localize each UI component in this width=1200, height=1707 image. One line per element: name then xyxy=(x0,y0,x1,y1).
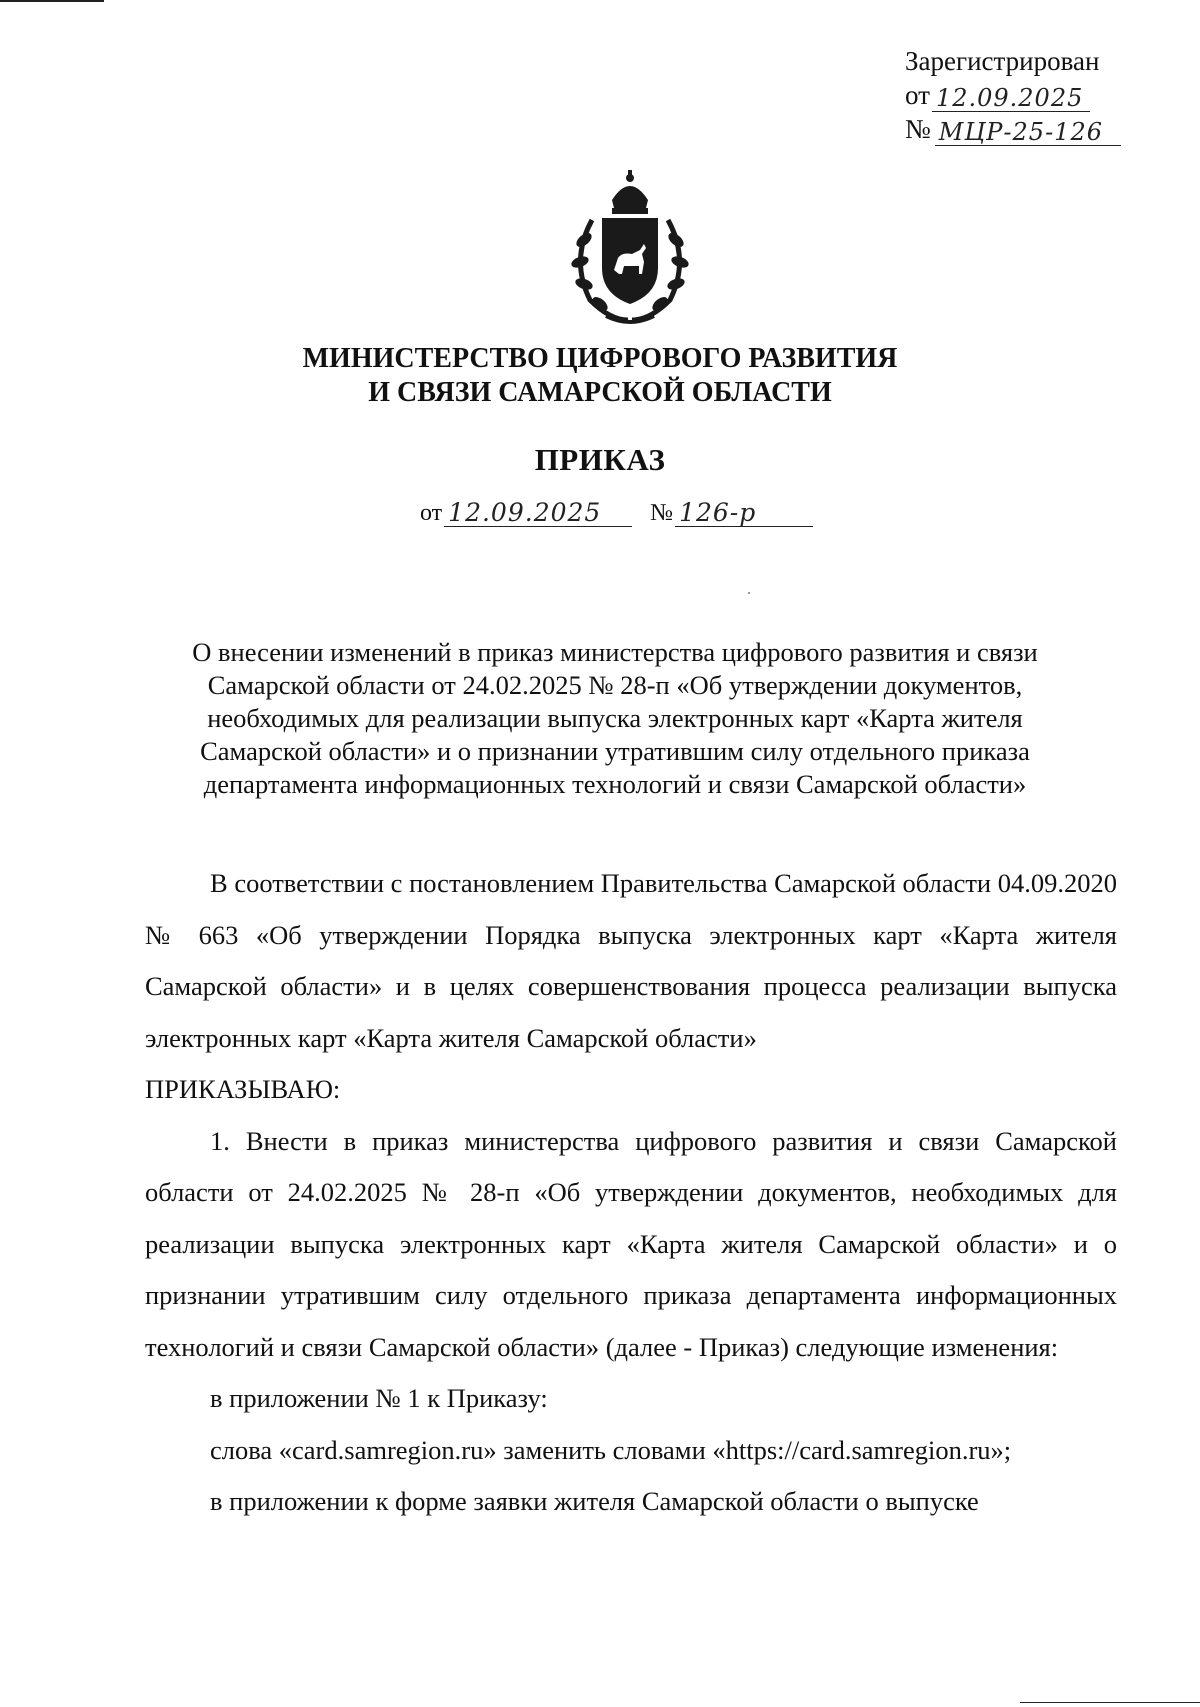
order-directive-word: ПРИКАЗЫВАЮ: xyxy=(145,1074,341,1104)
order-subject-heading: О внесении изменений в приказ министерства цифрового развития и связи Самарской области от 24.02.2025 № 28-п «Об утверждении документов, необходимых для реализации выпуска электронных карт «Карта жителя Самарской области» и о признании утратившим силу отдельного приказа департамента информационных технологий и связи Самарской области» xyxy=(192,637,1038,799)
ministry-name xyxy=(0,342,1200,410)
appendix-1-line: в приложении № 1 к Приказу: xyxy=(210,1383,548,1413)
registration-stamp xyxy=(905,44,1165,146)
crown-icon xyxy=(612,170,648,214)
ministry-name-line2: И СВЯЗИ САМАРСКОЙ ОБЛАСТИ xyxy=(368,377,832,408)
scan-edge-bottom-right xyxy=(1020,1702,1200,1703)
item-1-paragraph: 1. Внести в приказ министерства цифрового развития и связи Самарской области от 24.02.2025 № 28-п «Об утверждении документов, необходимых для реализации выпуска электронных карт «Карта жителя Самарской области» и о признании утратившим силу отдельного приказа департамента информационных технологий и связи Самарской области» (далее - Приказ) следующие изменения: xyxy=(145,1125,1117,1362)
scan-edge-top-left xyxy=(0,0,104,2)
ministry-name-line1: МИНИСТЕРСТВО ЦИФРОВОГО РАЗВИТИЯ xyxy=(302,343,898,374)
registration-date-line xyxy=(905,78,1165,112)
registration-number-line xyxy=(905,112,1165,146)
order-body-text xyxy=(145,858,1117,1528)
order-date-handwritten: 12.09.2025 xyxy=(444,500,632,527)
order-number-prefix: № xyxy=(650,500,674,526)
order-date-number-line xyxy=(420,500,840,527)
registration-number-prefix: № xyxy=(905,114,931,144)
document-type-title: ПРИКАЗ xyxy=(534,442,666,477)
order-number-handwritten: 126-р xyxy=(675,500,813,527)
registration-date-handwritten: 12.09.2025 xyxy=(932,85,1090,112)
order-date-prefix: от xyxy=(420,500,443,526)
scan-speck xyxy=(748,592,750,594)
form-appendix-line: в приложении к форме заявки жителя Самарской области о выпуске xyxy=(210,1486,979,1516)
registration-number-handwritten: МЦР-25-126 xyxy=(935,119,1121,146)
samara-coat-of-arms-emblem xyxy=(562,170,698,328)
preamble-paragraph: В соответствии с постановлением Правительства Самарской области 04.09.2020 № 663 «Об утверждении Порядка выпуска электронных карт «Карта жителя Самарской области» и в целях совершенствования процесса реализации выпуска электронных карт «Карта жителя Самарской области» xyxy=(145,868,1117,1053)
registration-title: Зарегистрирован xyxy=(905,46,1100,76)
registration-date-prefix: от xyxy=(905,80,930,110)
replacement-line: слова «card.samregion.ru» заменить словами «https://card.samregion.ru»; xyxy=(210,1434,1012,1465)
